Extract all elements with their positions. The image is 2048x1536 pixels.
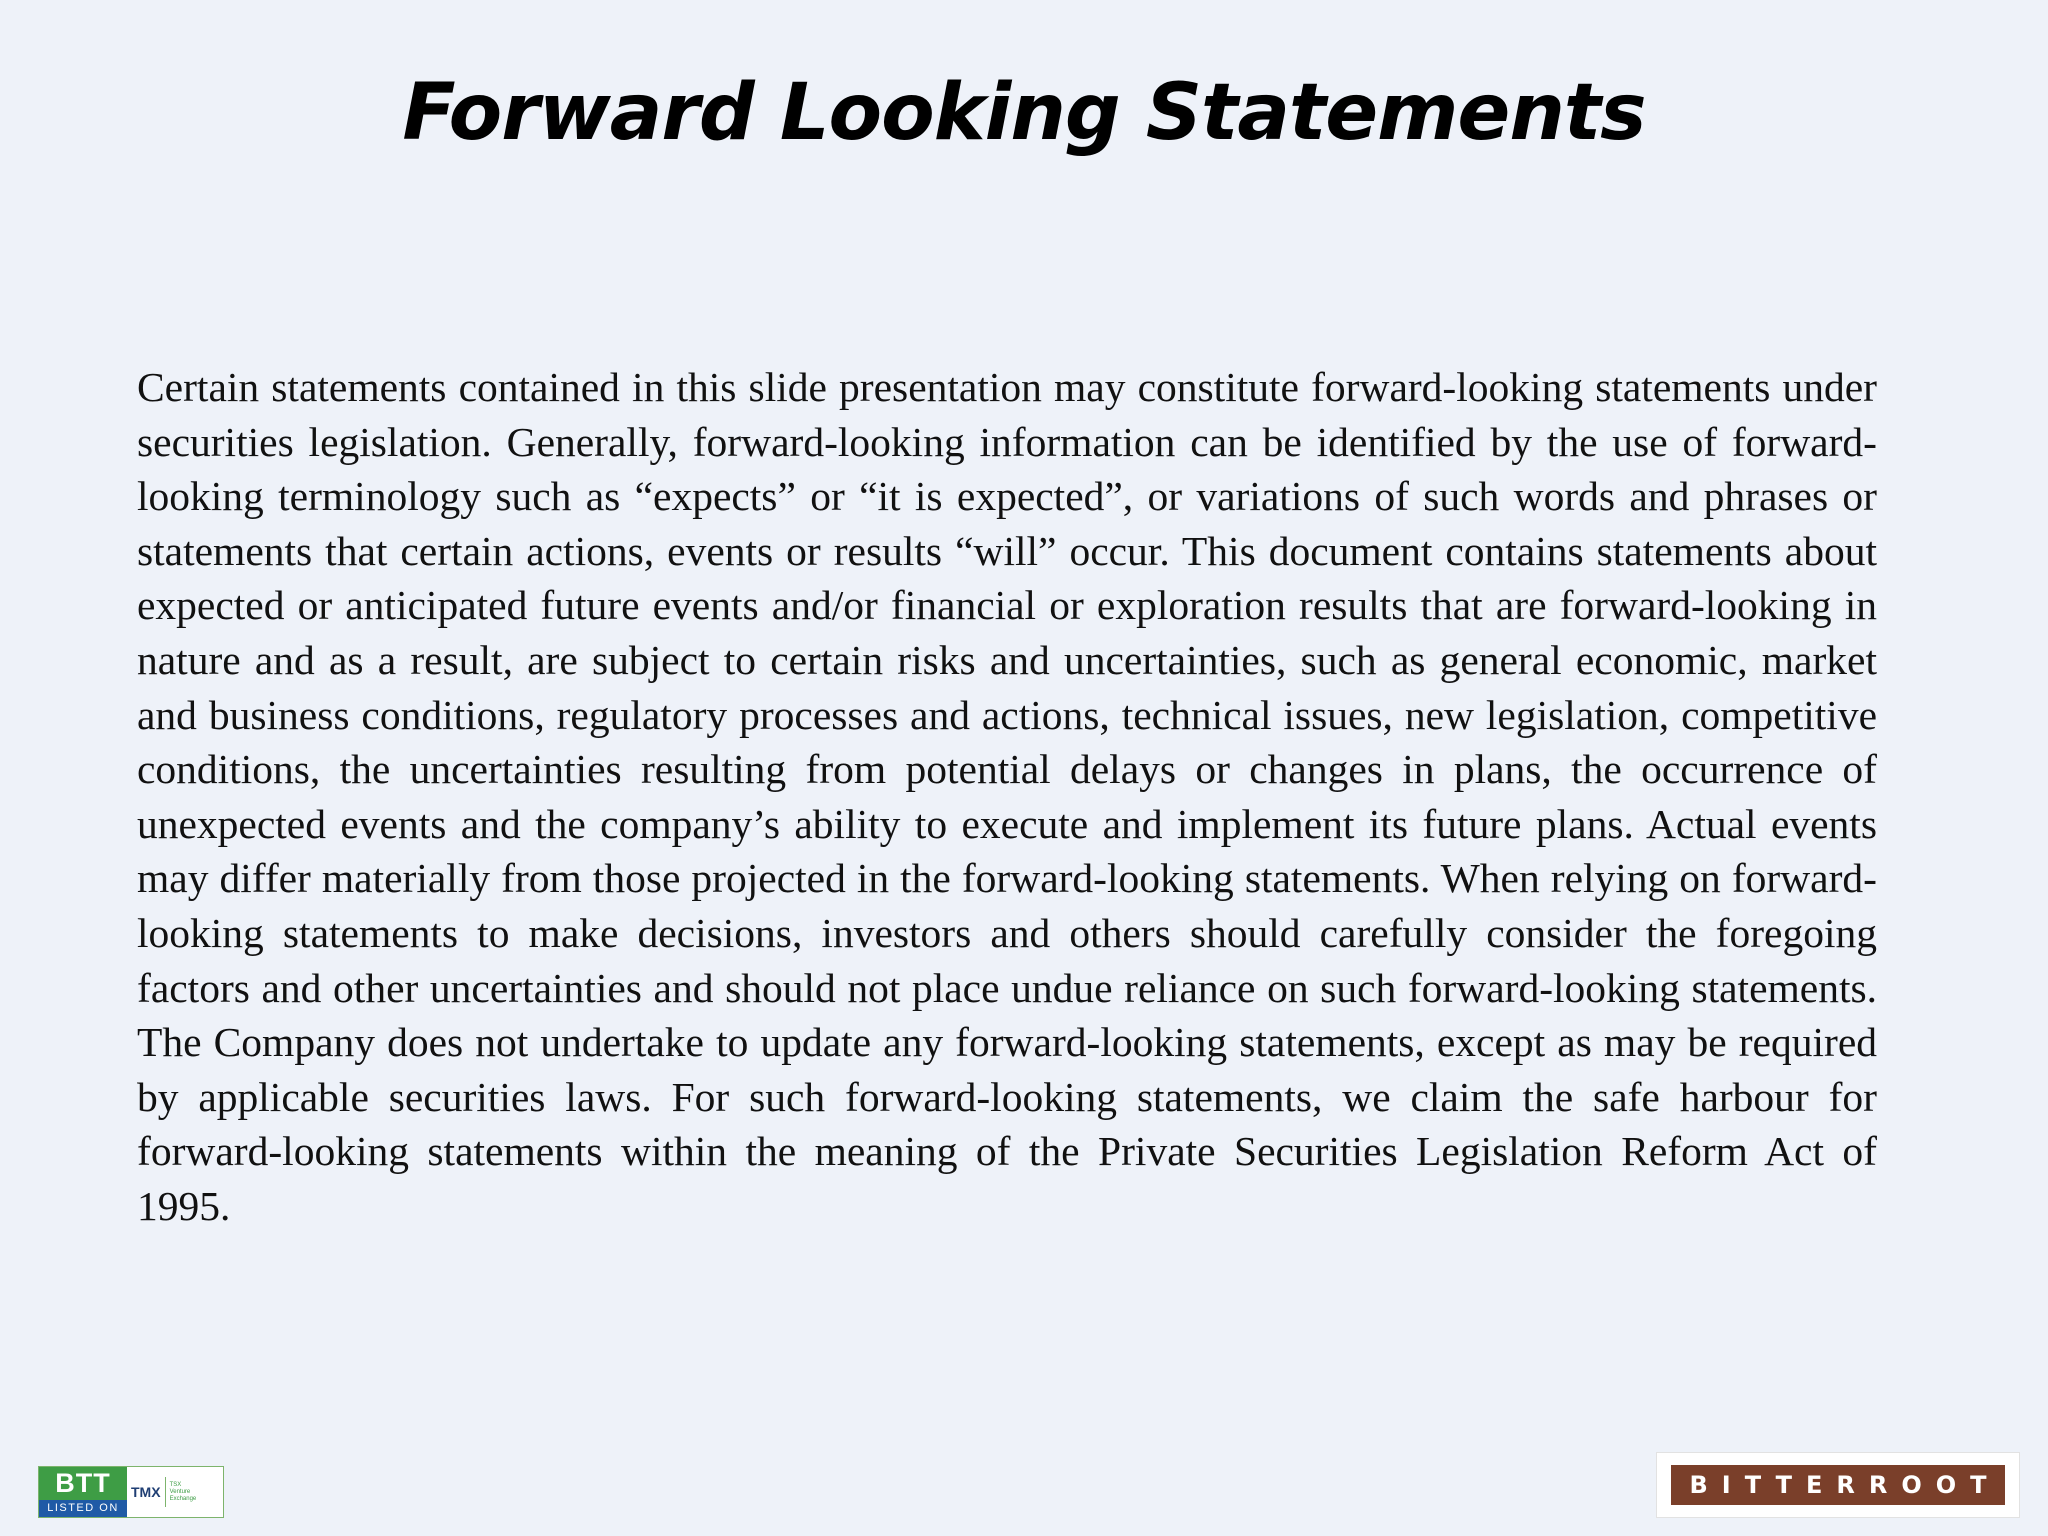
company-logo <box>1656 1452 2020 1518</box>
badge-exchange-name: TSX Venture Exchange <box>169 1481 197 1502</box>
tmx-logo <box>131 1484 161 1500</box>
badge-ticker: BTT <box>39 1467 127 1500</box>
exchange-listing-badge <box>38 1466 224 1518</box>
badge-listed-on: LISTED ON <box>39 1500 127 1517</box>
badge-divider <box>165 1477 166 1507</box>
badge-ticker-block <box>39 1467 127 1517</box>
disclaimer-paragraph: Certain statements contained in this slide presentation may constitute forward-looking statements under securities legislation. Generally, forward-looking information can be identified by the use of forward-looking terminology such as “expects” or “it is expected”, or variations of such words and phrases or statements that certain actions, events or results “will” occur. This document contains statements about expected or anticipated future events and/or financial or exploration results that are forward-looking in nature and as a result, are subject to certain risks and uncertainties, such as general economic, market and business conditions, regulatory processes and actions, technical issues, new legislation, competitive conditions, the uncertainties resulting from potential delays or changes in plans, the occurrence of unexpected events and the company’s ability to execute and implement its future plans. Actual events may differ materially from those projected in the forward-looking statements. When relying on forward-looking statements to make decisions, investors and others should carefully consider the foregoing factors and other uncertainties and should not place undue reliance on such forward-looking statements. The Company does not undertake to update any forward-looking statements, except as may be required by applicable securities laws. For such forward-looking statements, we claim the safe harbour for forward-looking statements within the meaning of the Private Securities Legislation Reform Act of 1995. <box>137 364 1877 1229</box>
badge-exchange-block <box>127 1467 223 1517</box>
company-logo-bar <box>1671 1465 2005 1505</box>
slide-title: Forward Looking Statements <box>402 68 1646 158</box>
tmx-logo-text: TMX <box>131 1484 161 1500</box>
company-logo-text: BITTERROOT <box>1689 1471 2001 1499</box>
